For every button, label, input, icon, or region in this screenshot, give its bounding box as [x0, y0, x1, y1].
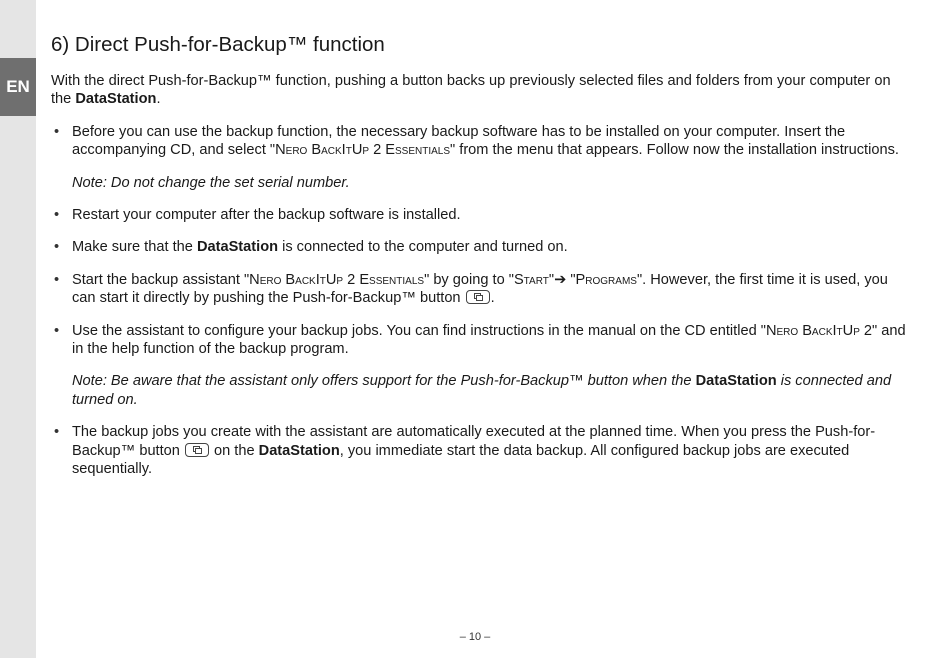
list-item: • Before you can use the backup function, the necessary backup software has to be installed on your computer. Insert the accompanying CD, and select "Nero BackItUp 2 Essentials" from the menu that appears. Follow now the installation instructions. Note: Do not change the set serial number.	[51, 123, 907, 192]
instruction-list	[51, 123, 907, 479]
note: Note: Be aware that the assistant only offers support for the Push-for-Backup™ button when the DataStation is connected and turned on.	[72, 373, 892, 408]
note: Note: Do not change the set serial number.	[72, 174, 350, 191]
language-tab: EN	[0, 58, 36, 116]
list-item: • Use the assistant to configure your backup jobs. You can find instructions in the manual on the CD entitled "Nero BackItUp 2" and in the help function of the backup program. Note: Be aware that the assistant only offers support for the Push-for-Backup™ button when the DataStation is connected and turned on.	[51, 322, 907, 410]
page-content	[51, 30, 907, 493]
list-item: • The backup jobs you create with the assistant are automatically executed at the planned time. When you press the Push-for-Backup™ button on the DataStation, you immediate start the data backup. All configured backup jobs are executed sequentially.	[51, 423, 907, 478]
section-title: 6) Direct Push-for-Backup™ function	[51, 33, 385, 56]
push-for-backup-button-icon	[466, 290, 490, 304]
push-for-backup-button-icon	[185, 443, 209, 457]
sidebar	[0, 0, 36, 658]
list-item: • Make sure that the DataStation is connected to the computer and turned on.	[51, 238, 907, 256]
list-item: • Restart your computer after the backup software is installed.	[51, 206, 907, 224]
arrow-right-icon: ➔	[554, 271, 567, 288]
list-item: • Start the backup assistant "Nero BackItUp 2 Essentials" by going to "Start"➔ "Programs". However, the first time it is used, you can start it directly by pushing the Push-for-Backup™ button .	[51, 271, 907, 308]
intro-paragraph: With the direct Push-for-Backup™ function, pushing a button backs up previously selected files and folders from your computer on the DataStation.	[51, 73, 891, 108]
product-name: DataStation	[75, 91, 157, 108]
page-number: – 10 –	[459, 631, 491, 643]
